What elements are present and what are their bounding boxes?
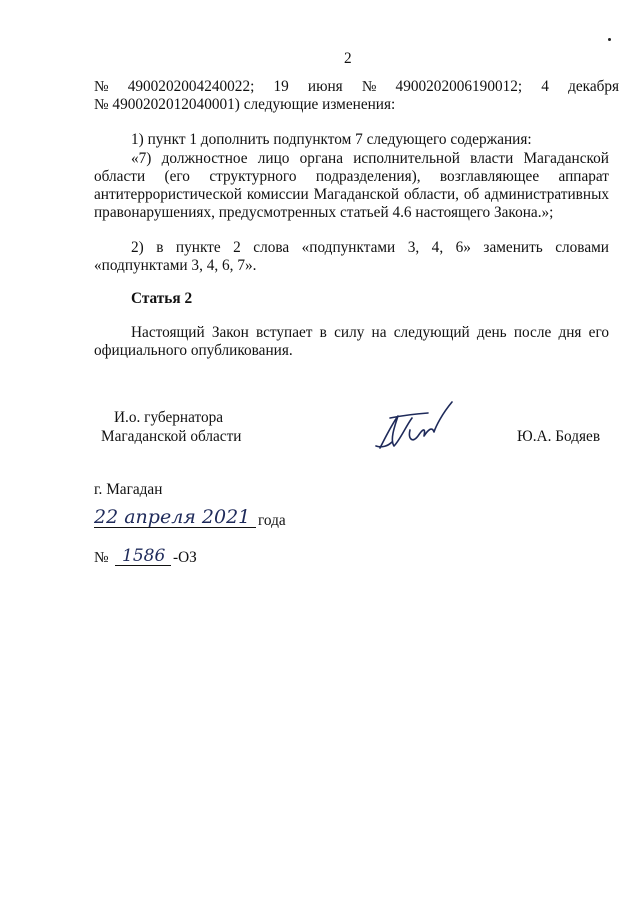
handwritten-date: 22 апреля 2021 [94, 506, 251, 528]
text-line: правонарушениях, предусмотренных статьей 4.6 настоящего Закона.»; [94, 204, 554, 221]
signatory-position-line2: Магаданской области [101, 428, 242, 445]
date-suffix: года [258, 512, 286, 529]
text-line: «7) должностное лицо органа исполнительной власти Магаданской [131, 150, 609, 167]
handwritten-signature-icon [372, 396, 464, 458]
number-prefix: № [94, 549, 109, 566]
text-line: области (его структурного подразделения), возглавляющее аппарат [94, 168, 609, 185]
page-number: 2 [344, 50, 352, 67]
signatory-position-line1: И.о. губернатора [114, 409, 224, 426]
text-line: № 4900202004240022; 19 июня № 4900202006190012; 4 декабря [94, 78, 620, 95]
article-title: Статья 2 [131, 290, 193, 307]
text-line: официального опубликования. [94, 342, 293, 359]
text-line: «подпунктами 3, 4, 6, 7». [94, 257, 257, 274]
city: г. Магадан [94, 481, 163, 498]
handwritten-number: 1586 [122, 546, 166, 566]
text-line: антитеррористической комиссии Магаданской области, об административных [94, 186, 609, 203]
scan-speck [608, 38, 611, 41]
list-item-1: 1) пункт 1 дополнить подпунктом 7 следующего содержания: [131, 131, 532, 148]
signatory-name: Ю.А. Бодяев [517, 428, 601, 445]
number-suffix: -ОЗ [173, 549, 197, 566]
text-line: Настоящий Закон вступает в силу на следующий день после дня его [131, 324, 609, 341]
text-line: № 4900202012040001) следующие изменения: [94, 96, 396, 113]
list-item-2: 2) в пункте 2 слова «подпунктами 3, 4, 6» заменить словами [131, 239, 609, 256]
